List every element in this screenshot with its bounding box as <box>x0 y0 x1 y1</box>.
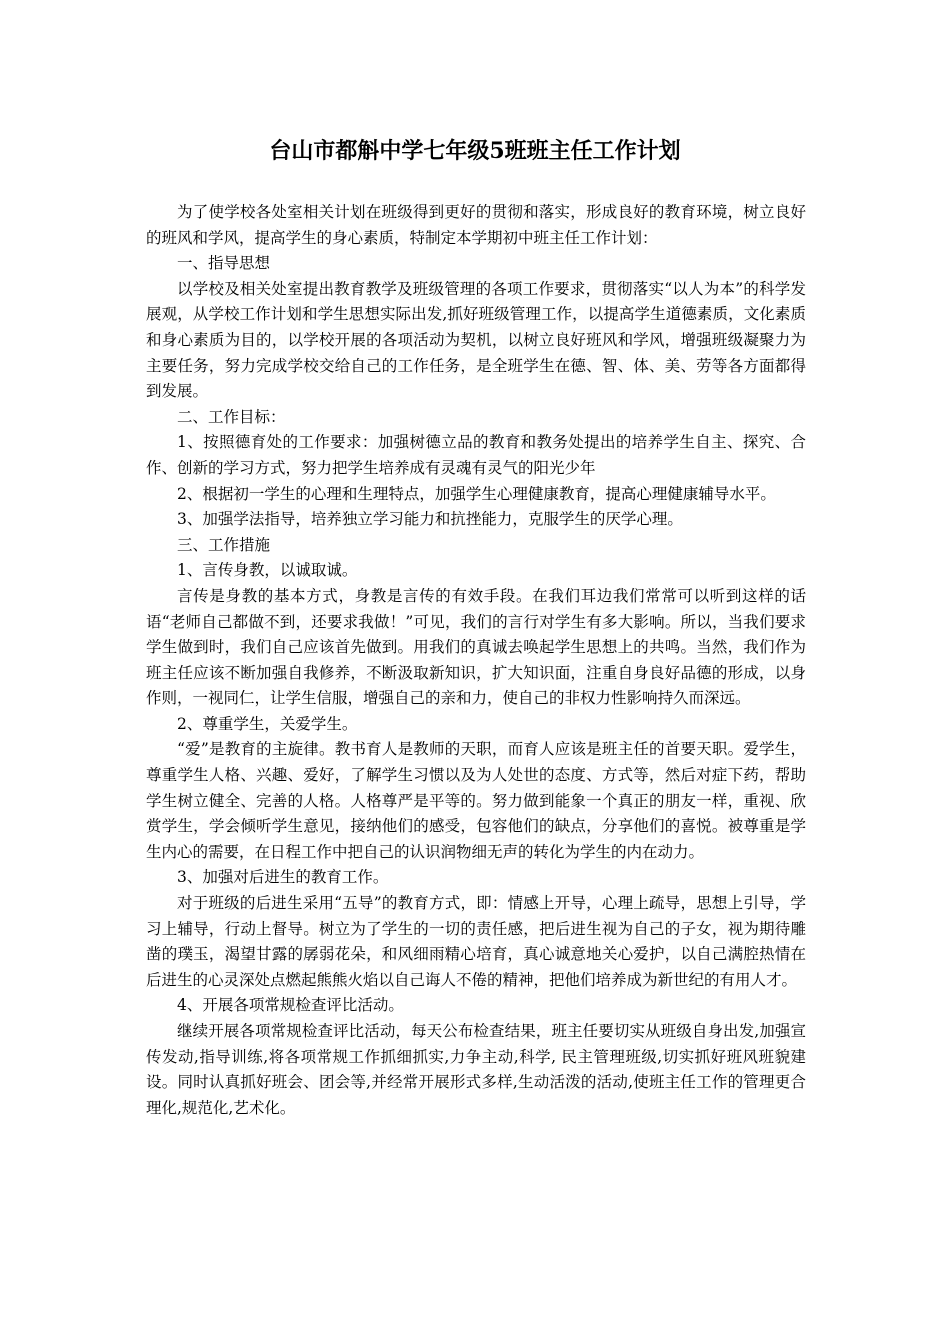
measure-paragraph-4: 继续开展各项常规检查评比活动，每天公布检查结果，班主任要切实从班级自身出发,加强宣传发动,指导训练,将各项常规工作抓细抓实,力争主动,科学, 民主管理班级,切实抓好班风班貌建设。同时认真抓好班会、团会等,并经常开展形式多样,生动活泼的活动,使班主任工作的管理更合理化,规范化,艺术化。 <box>146 1022 806 1117</box>
measure-heading-1: 1、言传身教，以诚取诚。 <box>177 561 358 580</box>
section-heading-guiding-ideology: 一、指导思想 <box>177 254 271 273</box>
document-body <box>146 200 806 1121</box>
measure-paragraph-3: 对于班级的后进生采用“五导”的教育方式，即：情感上开导，心理上疏导，思想上引导，学习上辅导，行动上督导。树立为了学生的一切的责任感，把后进生视为自己的子女，视为期待雕凿的璞玉，渴望甘露的孱弱花朵，和风细雨精心培育，真心诚意地关心爱护，以自己满腔热情在后进生的心灵深处点燃起熊熊火焰以自己诲人不倦的精神，把他们培养成为新世纪的有用人才。 <box>146 894 806 989</box>
measure-paragraph-2: “爱”是教育的主旋律。教书育人是教师的天职，而育人应该是班主任的首要天职。爱学生，尊重学生人格、兴趣、爱好，了解学生习惯以及为人处世的态度、方式等，然后对症下药，帮助学生树立健全、完善的人格。人格尊严是平等的。努力做到能象一个真正的朋友一样，重视、欣赏学生，学会倾听学生意见，接纳他们的感受，包容他们的缺点，分享他们的喜悦。被尊重是学生内心的需要，在日程工作中把自己的认识润物细无声的转化为学生的内在动力。 <box>146 740 806 861</box>
measure-paragraph-1: 言传是身教的基本方式，身教是言传的有效手段。在我们耳边我们常常可以听到这样的话语“老师自己都做不到，还要求我做！”可见，我们的言行对学生有多大影响。所以，当我们要求学生做到时，我们自己应该首先做到。用我们的真诚去唤起学生思想上的共鸣。当然，我们作为班主任应该不断加强自我修养，不断汲取新知识，扩大知识面，注重自身良好品德的形成，以身作则，一视同仁，让学生信服，增强自己的亲和力，使自己的非权力性影响持久而深远。 <box>146 586 806 708</box>
measure-heading-3: 3、加强对后进生的教育工作。 <box>177 868 389 887</box>
goal-item-2: 2、根据初一学生的心理和生理特点，加强学生心理健康教育，提高心理健康辅导水平。 <box>177 484 776 503</box>
measure-heading-4: 4、开展各项常规检查评比活动。 <box>177 996 404 1015</box>
goal-item-1: 1、按照德育处的工作要求：加强树德立品的教育和教务处提出的培养学生自主、探究、合作、创新的学习方式，努力把学生培养成有灵魂有灵气的阳光少年 <box>146 433 806 477</box>
goal-item-3: 3、加强学法指导，培养独立学习能力和抗挫能力，克服学生的厌学心理。 <box>177 510 683 529</box>
section-heading-work-goals: 二、工作目标： <box>177 407 286 426</box>
measure-heading-2: 2、尊重学生，关爱学生。 <box>177 714 358 733</box>
document-title: 台山市都斛中学七年级5班班主任工作计划 <box>269 138 681 164</box>
section-heading-work-measures: 三、工作措施 <box>177 535 271 554</box>
intro-paragraph: 为了使学校各处室相关计划在班级得到更好的贯彻和落实，形成良好的教育环境，树立良好的班风和学风，提高学生的身心素质，特制定本学期初中班主任工作计划： <box>146 203 806 247</box>
guiding-ideology-paragraph: 以学校及相关处室提出教育教学及班级管理的各项工作要求，贯彻落实“以人为本”的科学发展观，从学校工作计划和学生思想实际出发,抓好班级管理工作，以提高学生道德素质，文化素质和身心素质为目的，以学校开展的各项活动为契机，以树立良好班风和学风，增强班级凝聚力为主要任务，努力完成学校交给自己的工作任务，是全班学生在德、智、体、美、劳等各方面都得到发展。 <box>146 279 806 401</box>
